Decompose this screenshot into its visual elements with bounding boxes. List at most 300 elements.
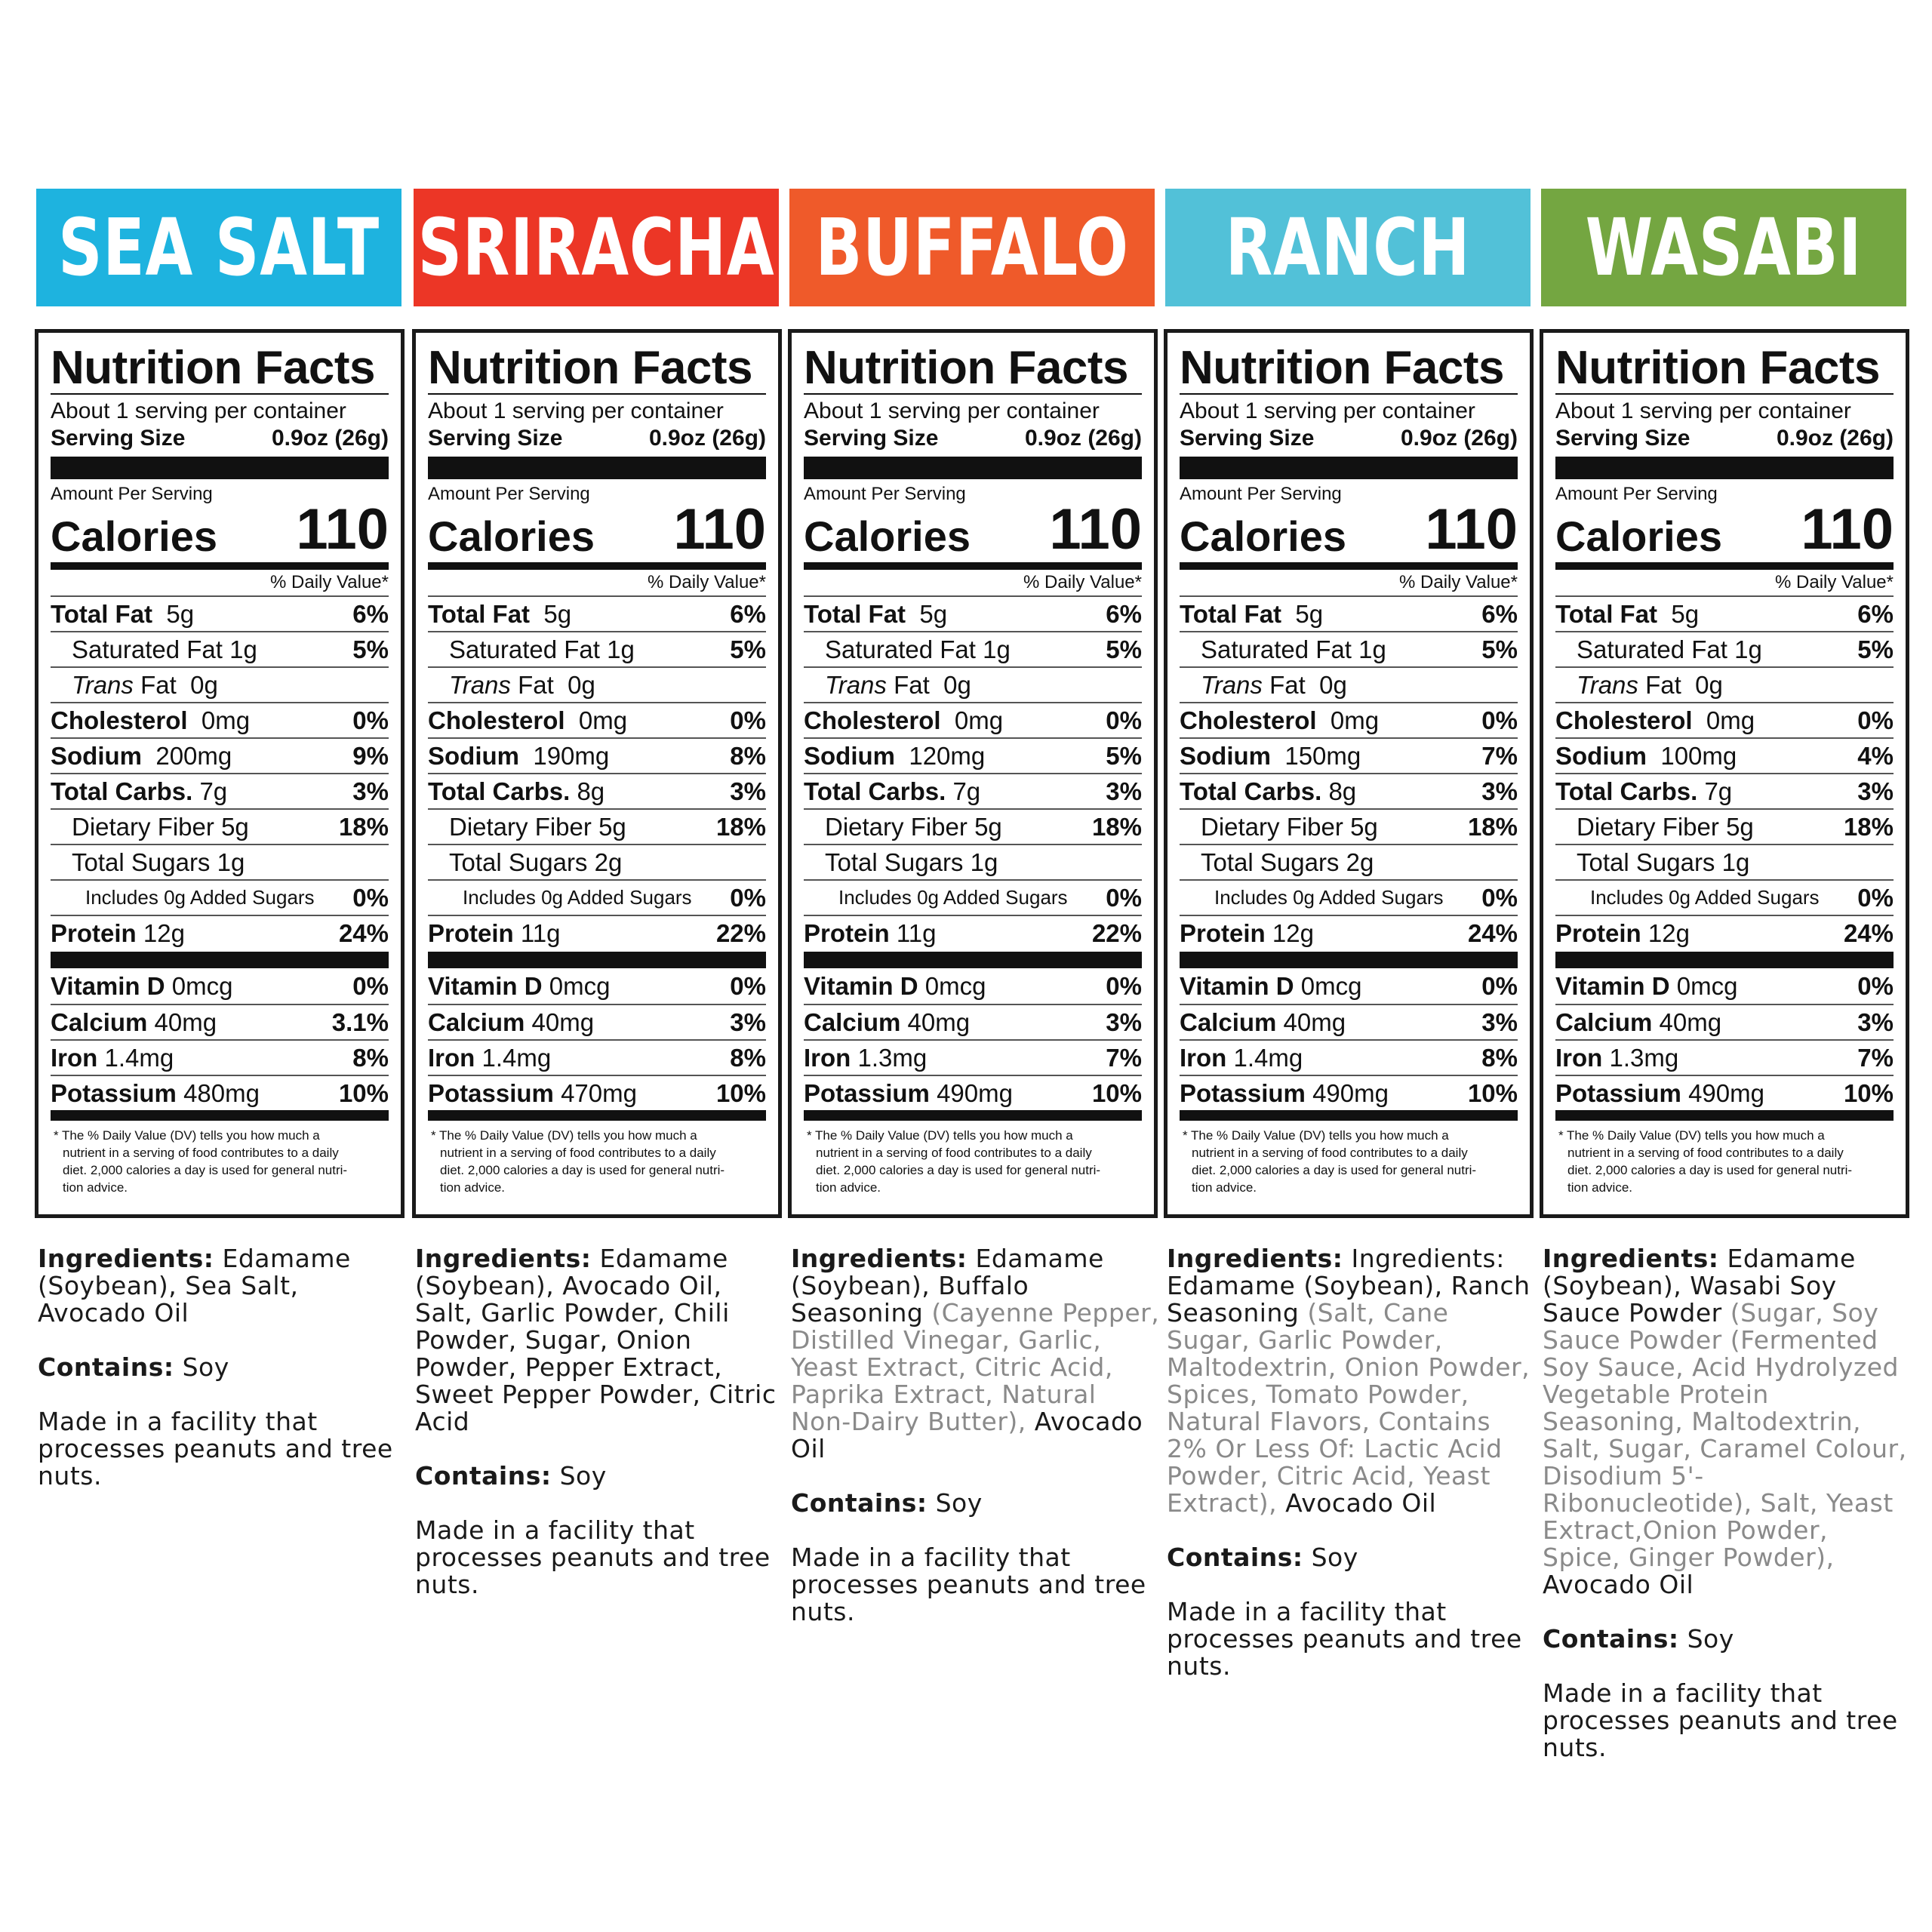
calories-label: Calories (804, 512, 971, 560)
nutrient-amount: 5g (166, 599, 195, 628)
nutrient-label: Total Carbs. (1555, 777, 1698, 805)
ingredients-seasoning-detail: (Salt, Cane Sugar, Garlic Powder, Maltodextrin, Onion Powder, Spices, Tomato Powder, Natural Flavors, Contains 2% Or Less Of: Lactic Acid Powder, Citric Acid, Yeast Extract), (1167, 1298, 1531, 1518)
nutrient-row-trans-fat (804, 666, 1142, 702)
nutrient-row-total-carbs (1180, 773, 1518, 808)
nutrient-label: Saturated Fat (1201, 635, 1352, 663)
nutrient-label: Fat (1269, 670, 1306, 699)
divider-medium (1555, 562, 1894, 570)
ingredients-seasoning-detail: (Sugar, Soy Sauce Powder (Fermented Soy Sauce, Acid Hydrolyzed Vegetable Protein Seasoning, Maltodextrin, Salt, Sugar, Caramel Colour, Disodium 5'-Ribonucleotide), Salt, Yeast Extract,Onion Powder, Spice, Ginger Powder), (1543, 1298, 1907, 1572)
nutrient-label: Dietary Fiber (1577, 812, 1719, 841)
nutrient-label: Calcium (51, 1008, 148, 1036)
nutrient-row-cholesterol (1180, 702, 1518, 737)
nutrition-facts-panel (412, 329, 782, 1218)
nutrient-amount: 5g (1726, 812, 1754, 841)
nutrient-dv: 0% (1857, 883, 1894, 912)
nutrient-dv: 8% (730, 1043, 766, 1072)
footnote-line: nutrient in a serving of food contributes to a daily (63, 1146, 339, 1160)
nutrient-row-sodium (428, 737, 766, 773)
nutrient-label: Protein (51, 918, 137, 947)
nutrient-label: Total Carbs. (804, 777, 946, 805)
nutrient-dv: 3% (730, 777, 766, 805)
nutrient-label: Potassium (804, 1078, 930, 1107)
ingredients-section (1167, 1245, 1537, 1707)
nutrient-amount: 40mg (1659, 1008, 1722, 1036)
nutrient-amount: 0g (568, 670, 595, 699)
nutrient-row-saturated-fat (1180, 631, 1518, 666)
calories-label: Calories (428, 512, 595, 560)
nutrient-dv: 0% (1481, 706, 1518, 734)
nutrient-row-added-sugars (428, 879, 766, 915)
serving-size (428, 425, 766, 452)
serving-size (804, 425, 1142, 452)
nutrient-label: Cholesterol (1555, 706, 1693, 734)
serving-size-value: 0.9oz (26g) (271, 426, 389, 451)
nutrient-amount: 0g (943, 670, 971, 699)
nutrient-label: Iron (804, 1043, 851, 1072)
nutrient-row-vitamin-d (428, 968, 766, 1004)
nutrient-row-total-sugars (804, 844, 1142, 879)
nutrient-amount: 5g (919, 599, 948, 628)
nutrient-label: Sodium (804, 741, 895, 770)
nutrient-dv: 18% (1091, 812, 1142, 841)
nutrient-dv: 0% (730, 883, 766, 912)
nutrient-dv: 3% (352, 777, 389, 805)
nutrient-label: Dietary Fiber (1201, 812, 1343, 841)
serving-size-label: Serving Size (804, 426, 939, 451)
nutrient-label: Total Fat (1555, 599, 1658, 628)
nutrient-label: Includes 0g Added Sugars (85, 886, 315, 909)
nutrient-label: Total Fat (1180, 599, 1282, 628)
nutrient-dv: 3% (1481, 777, 1518, 805)
nutrition-facts-title: Nutrition Facts (804, 342, 1128, 394)
nutrient-row-dietary-fiber (1555, 808, 1894, 844)
nutrient-amount: 40mg (531, 1008, 595, 1036)
nutrient-label: Protein (1555, 918, 1641, 947)
nutrient-row-added-sugars (1180, 879, 1518, 915)
nutrient-row-calcium (804, 1004, 1142, 1039)
divider-thick (1555, 952, 1894, 968)
serving-size-value: 0.9oz (26g) (1776, 426, 1894, 451)
nutrient-label: Fat (894, 670, 930, 699)
daily-value-footnote (1555, 1121, 1894, 1196)
nutrition-facts-panel (35, 329, 405, 1218)
ingredients-list (415, 1245, 785, 1435)
nutrient-label: Cholesterol (428, 706, 565, 734)
nutrient-amount: 490mg (937, 1078, 1013, 1107)
servings-per-container: About 1 serving per container (804, 398, 1100, 423)
nutrient-label: Includes 0g Added Sugars (463, 886, 692, 909)
footnote-line: tion advice. (816, 1180, 881, 1195)
allergen-value: Soy (1311, 1543, 1358, 1572)
nutrient-label: Includes 0g Added Sugars (1590, 886, 1820, 909)
divider-medium (804, 562, 1142, 570)
footnote-line: * The % Daily Value (DV) tells you how much a (807, 1128, 1073, 1143)
nutrient-amount: 0mcg (171, 971, 233, 1000)
nutrient-dv: 0% (352, 971, 389, 1000)
nutrient-label: Potassium (51, 1078, 177, 1107)
nutrient-amount: 1.3mg (857, 1043, 928, 1072)
ingredients-section (1543, 1245, 1912, 1789)
flavor-name: SRIRACHA (417, 202, 775, 294)
allergen-value: Soy (559, 1461, 607, 1491)
nutrient-amount: 7g (952, 777, 981, 805)
divider-thick (1180, 952, 1518, 968)
ingredients-list (791, 1245, 1161, 1463)
nutrient-label: Protein (804, 918, 890, 947)
nutrient-dv: 10% (1843, 1078, 1894, 1107)
servings-per-container: About 1 serving per container (1180, 398, 1475, 423)
nutrient-amount: 1g (229, 635, 257, 663)
nutrient-amount: 5g (1295, 599, 1324, 628)
nutrient-dv: 0% (1857, 706, 1894, 734)
serving-size (1180, 425, 1518, 452)
nutrient-row-total-sugars (1180, 844, 1518, 879)
nutrient-row-added-sugars (51, 879, 389, 915)
nutrition-facts-title: Nutrition Facts (1180, 342, 1504, 394)
nutrient-row-protein (51, 915, 389, 950)
nutrient-label: Saturated Fat (72, 635, 223, 663)
nutrient-row-total-fat (1555, 595, 1894, 631)
serving-size-value: 0.9oz (26g) (1400, 426, 1518, 451)
divider-thick (804, 457, 1142, 479)
nutrient-label: Sodium (51, 741, 142, 770)
flavor-banner-buffalo (789, 189, 1155, 306)
amount-per-serving: Amount Per Serving (1180, 484, 1342, 504)
serving-size (1555, 425, 1894, 452)
ingredients-main: Edamame (Soybean), Buffalo Seasoning (791, 1244, 1104, 1327)
nutrient-label-italic: Trans (1201, 670, 1263, 699)
nutrient-amount: 0g (1319, 670, 1347, 699)
facility-warning: Made in a facility that processes peanuts and tree nuts. (791, 1543, 1146, 1626)
footnote-line: diet. 2,000 calories a day is used for general nutri- (816, 1163, 1101, 1177)
nutrient-amount: 0mcg (1676, 971, 1738, 1000)
nutrient-amount: 12g (143, 918, 185, 947)
nutrient-dv: 0% (352, 706, 389, 734)
nutrient-amount: 190mg (533, 741, 610, 770)
nutrient-row-dietary-fiber (428, 808, 766, 844)
amount-per-serving: Amount Per Serving (804, 484, 966, 504)
nutrient-row-total-fat (1180, 595, 1518, 631)
nutrient-dv: 6% (730, 599, 766, 628)
nutrient-dv: 3% (1106, 777, 1142, 805)
divider-medium (804, 1110, 1142, 1121)
nutrient-label: Potassium (1180, 1078, 1306, 1107)
nutrient-label: Vitamin D (804, 971, 918, 1000)
nutrient-label: Saturated Fat (825, 635, 976, 663)
nutrient-label: Sodium (428, 741, 519, 770)
calories-row (428, 497, 766, 561)
nutrient-row-potassium (804, 1075, 1142, 1110)
nutrient-amount: 2g (594, 848, 623, 876)
allergen-value: Soy (182, 1352, 229, 1382)
ingredients-main: Edamame (Soybean), Ranch Seasoning (1167, 1271, 1531, 1327)
nutrient-row-total-sugars (428, 844, 766, 879)
calories-row (51, 497, 389, 561)
servings-per-container: About 1 serving per container (428, 398, 724, 423)
nutrient-dv: 5% (1106, 741, 1142, 770)
allergen-value: Soy (1687, 1624, 1734, 1654)
serving-size-label: Serving Size (1180, 426, 1315, 451)
divider-thick (1180, 457, 1518, 479)
contains-label: Contains: (415, 1461, 552, 1491)
nutrient-row-total-carbs (1555, 773, 1894, 808)
nutrient-row-sodium (1555, 737, 1894, 773)
nutrient-label: Total Fat (804, 599, 906, 628)
nutrient-dv: 5% (1857, 635, 1894, 663)
nutrient-label: Total Sugars (1577, 848, 1715, 876)
nutrient-label-italic: Trans (72, 670, 134, 699)
nutrient-row-trans-fat (428, 666, 766, 702)
nutrient-label: Calcium (804, 1008, 901, 1036)
nutrient-amount: 1g (1721, 848, 1750, 876)
ingredients-oil: Avocado Oil (1543, 1570, 1694, 1599)
ingredients-label: Ingredients: (38, 1244, 214, 1273)
daily-value-header: % Daily Value* (1775, 572, 1894, 592)
nutrient-amount: 200mg (155, 741, 232, 770)
nutrient-amount: 120mg (909, 741, 986, 770)
nutrient-amount: 1g (983, 635, 1011, 663)
nutrient-amount: 1g (607, 635, 635, 663)
daily-value-header: % Daily Value* (270, 572, 389, 592)
nutrient-row-iron (1555, 1039, 1894, 1075)
footnote-line: * The % Daily Value (DV) tells you how much a (54, 1128, 320, 1143)
nutrient-label: Calcium (428, 1008, 525, 1036)
nutrient-row-sodium (1180, 737, 1518, 773)
nutrient-amount: 7g (1704, 777, 1733, 805)
ingredients-text: Edamame (Soybean), Avocado Oil, Salt, Garlic Powder, Chili Powder, Sugar, Onion Powder, Pepper Extract, Sweet Pepper Powder, Citric Acid (415, 1244, 777, 1436)
nutrient-label: Vitamin D (1555, 971, 1670, 1000)
nutrient-row-vitamin-d (51, 968, 389, 1004)
nutrient-label: Dietary Fiber (825, 812, 968, 841)
nutrient-dv: 10% (338, 1078, 389, 1107)
daily-value-footnote (51, 1121, 389, 1196)
servings-per-container: About 1 serving per container (51, 398, 346, 423)
nutrient-row-trans-fat (51, 666, 389, 702)
allergen-contains (38, 1354, 408, 1381)
nutrient-row-iron (428, 1039, 766, 1075)
nutrient-amount: 0mcg (549, 971, 611, 1000)
nutrient-label: Dietary Fiber (72, 812, 214, 841)
nutrient-row-protein (1555, 915, 1894, 950)
nutrient-row-total-fat (51, 595, 389, 631)
nutrient-row-protein (1180, 915, 1518, 950)
nutrient-label: Vitamin D (428, 971, 543, 1000)
facility-warning: Made in a facility that processes peanuts and tree nuts. (1543, 1678, 1898, 1762)
nutrient-label: Dietary Fiber (449, 812, 592, 841)
nutrient-label: Fat (140, 670, 177, 699)
servings-per-container: About 1 serving per container (1555, 398, 1851, 423)
nutrient-label: Includes 0g Added Sugars (1214, 886, 1444, 909)
nutrient-amount: 0g (190, 670, 218, 699)
nutrient-label: Saturated Fat (1577, 635, 1727, 663)
nutrition-facts-panel (788, 329, 1158, 1218)
nutrient-amount: 0mg (1706, 706, 1755, 734)
divider-medium (1180, 1110, 1518, 1121)
nutrient-row-trans-fat (1555, 666, 1894, 702)
divider-thick (1555, 457, 1894, 479)
nutrient-row-potassium (1180, 1075, 1518, 1110)
nutrient-label: Protein (1180, 918, 1266, 947)
nutrient-label-italic: Trans (1577, 670, 1638, 699)
nutrient-label: Calcium (1180, 1008, 1277, 1036)
footnote-line: tion advice. (1192, 1180, 1257, 1195)
nutrient-dv: 18% (1843, 812, 1894, 841)
nutrient-row-added-sugars (804, 879, 1142, 915)
nutrient-amount: 490mg (1312, 1078, 1389, 1107)
ingredients-label: Ingredients: (1543, 1244, 1719, 1273)
nutrient-amount: 40mg (1283, 1008, 1346, 1036)
calories-row (1180, 497, 1518, 561)
nutrient-label: Protein (428, 918, 514, 947)
nutrient-amount: 1.4mg (1233, 1043, 1303, 1072)
nutrient-row-total-sugars (1555, 844, 1894, 879)
nutrition-facts-panel (1540, 329, 1909, 1218)
nutrient-dv: 6% (1857, 599, 1894, 628)
divider-medium (428, 562, 766, 570)
nutrient-row-trans-fat (1180, 666, 1518, 702)
nutrient-dv: 18% (338, 812, 389, 841)
nutrient-dv: 0% (352, 883, 389, 912)
nutrient-label: Total Sugars (449, 848, 588, 876)
nutrient-amount: 0mg (578, 706, 628, 734)
nutrient-dv: 3% (730, 1008, 766, 1036)
nutrient-dv: 18% (1467, 812, 1518, 841)
nutrient-dv: 24% (338, 918, 389, 947)
nutrient-amount: 8g (577, 777, 605, 805)
daily-value-header: % Daily Value* (1399, 572, 1518, 592)
nutrient-amount: 8g (1328, 777, 1357, 805)
serving-size (51, 425, 389, 452)
ingredients-oil: Avocado Oil (791, 1407, 1143, 1463)
nutrient-amount: 40mg (907, 1008, 971, 1036)
footnote-line: tion advice. (1567, 1180, 1632, 1195)
nutrient-amount: 1.4mg (481, 1043, 552, 1072)
nutrient-row-cholesterol (51, 702, 389, 737)
nutrient-amount: 150mg (1284, 741, 1361, 770)
footnote-line: nutrient in a serving of food contributes to a daily (816, 1146, 1092, 1160)
nutrient-dv: 10% (1091, 1078, 1142, 1107)
footnote-line: diet. 2,000 calories a day is used for general nutri- (63, 1163, 348, 1177)
nutrient-dv: 0% (1106, 971, 1142, 1000)
calories-row (804, 497, 1142, 561)
nutrient-dv: 0% (1481, 971, 1518, 1000)
nutrition-facts-panel (1164, 329, 1534, 1218)
contains-label: Contains: (1167, 1543, 1303, 1572)
ingredients-oil: Avocado Oil (1285, 1488, 1437, 1518)
nutrient-dv: 8% (730, 741, 766, 770)
daily-value-footnote (804, 1121, 1142, 1196)
nutrient-row-calcium (51, 1004, 389, 1039)
nutrient-row-vitamin-d (1180, 968, 1518, 1004)
nutrient-row-potassium (51, 1075, 389, 1110)
nutrient-row-dietary-fiber (51, 808, 389, 844)
footnote-line: diet. 2,000 calories a day is used for general nutri- (440, 1163, 725, 1177)
calories-value: 110 (1049, 497, 1142, 561)
ingredients-section (415, 1245, 785, 1626)
nutrient-label-italic: Trans (825, 670, 887, 699)
nutrient-dv: 22% (715, 918, 766, 947)
footnote-line: tion advice. (63, 1180, 128, 1195)
allergen-contains (415, 1463, 785, 1490)
nutrient-row-potassium (1555, 1075, 1894, 1110)
nutrient-amount: 0mcg (924, 971, 986, 1000)
divider-medium (51, 562, 389, 570)
daily-value-header: % Daily Value* (648, 572, 766, 592)
nutrient-row-cholesterol (804, 702, 1142, 737)
contains-label: Contains: (1543, 1624, 1679, 1654)
nutrient-amount: 100mg (1660, 741, 1737, 770)
nutrient-row-protein (428, 915, 766, 950)
nutrient-amount: 0g (1695, 670, 1723, 699)
nutrient-label: Total Sugars (1201, 848, 1340, 876)
nutrient-amount: 1g (1358, 635, 1386, 663)
nutrient-amount: 1.3mg (1609, 1043, 1679, 1072)
nutrient-dv: 3% (1106, 1008, 1142, 1036)
nutrient-row-vitamin-d (1555, 968, 1894, 1004)
nutrient-amount: 1g (970, 848, 998, 876)
allergen-contains (1543, 1626, 1912, 1653)
divider-thick (428, 457, 766, 479)
nutrient-row-total-fat (428, 595, 766, 631)
nutrient-dv: 5% (730, 635, 766, 663)
footnote-line: tion advice. (440, 1180, 505, 1195)
footnote-line: nutrient in a serving of food contributes to a daily (1567, 1146, 1844, 1160)
divider-medium (428, 1110, 766, 1121)
nutrient-dv: 0% (1481, 883, 1518, 912)
divider-thick (428, 952, 766, 968)
nutrient-amount: 11g (520, 918, 561, 947)
nutrient-row-total-carbs (428, 773, 766, 808)
divider-medium (1180, 562, 1518, 570)
serving-size-label: Serving Size (428, 426, 563, 451)
nutrient-label: Saturated Fat (449, 635, 600, 663)
nutrient-dv: 6% (1481, 599, 1518, 628)
contains-label: Contains: (38, 1352, 174, 1382)
nutrient-label: Iron (51, 1043, 98, 1072)
serving-size-label: Serving Size (1555, 426, 1690, 451)
nutrition-facts-title: Nutrition Facts (428, 342, 752, 394)
nutrient-row-iron (804, 1039, 1142, 1075)
nutrient-label: Sodium (1180, 741, 1271, 770)
nutrient-row-saturated-fat (428, 631, 766, 666)
ingredients-text: Edamame (Soybean), Sea Salt, Avocado Oil (38, 1244, 351, 1327)
nutrient-amount: 5g (543, 599, 572, 628)
nutrient-label: Total Sugars (72, 848, 211, 876)
nutrient-row-iron (51, 1039, 389, 1075)
facility-warning: Made in a facility that processes peanuts and tree nuts. (38, 1407, 393, 1491)
nutrient-label: Cholesterol (51, 706, 188, 734)
divider-medium (1555, 1110, 1894, 1121)
nutrient-label: Calcium (1555, 1008, 1653, 1036)
nutrient-amount: 470mg (561, 1078, 637, 1107)
nutrient-row-protein (804, 915, 1142, 950)
footnote-line: * The % Daily Value (DV) tells you how much a (1183, 1128, 1449, 1143)
nutrient-row-iron (1180, 1039, 1518, 1075)
nutrient-amount: 5g (598, 812, 626, 841)
nutrient-dv: 3% (1857, 777, 1894, 805)
nutrient-amount: 0mcg (1300, 971, 1362, 1000)
nutrient-amount: 1g (217, 848, 245, 876)
amount-per-serving: Amount Per Serving (1555, 484, 1718, 504)
flavor-name: WASABI (1585, 202, 1863, 294)
nutrition-facts-title: Nutrition Facts (51, 342, 375, 394)
divider-thick (51, 952, 389, 968)
nutrient-amount: 2g (1346, 848, 1374, 876)
nutrient-label: Total Carbs. (1180, 777, 1322, 805)
nutrient-dv: 0% (730, 706, 766, 734)
calories-label: Calories (1555, 512, 1722, 560)
nutrient-label: Potassium (1555, 1078, 1681, 1107)
